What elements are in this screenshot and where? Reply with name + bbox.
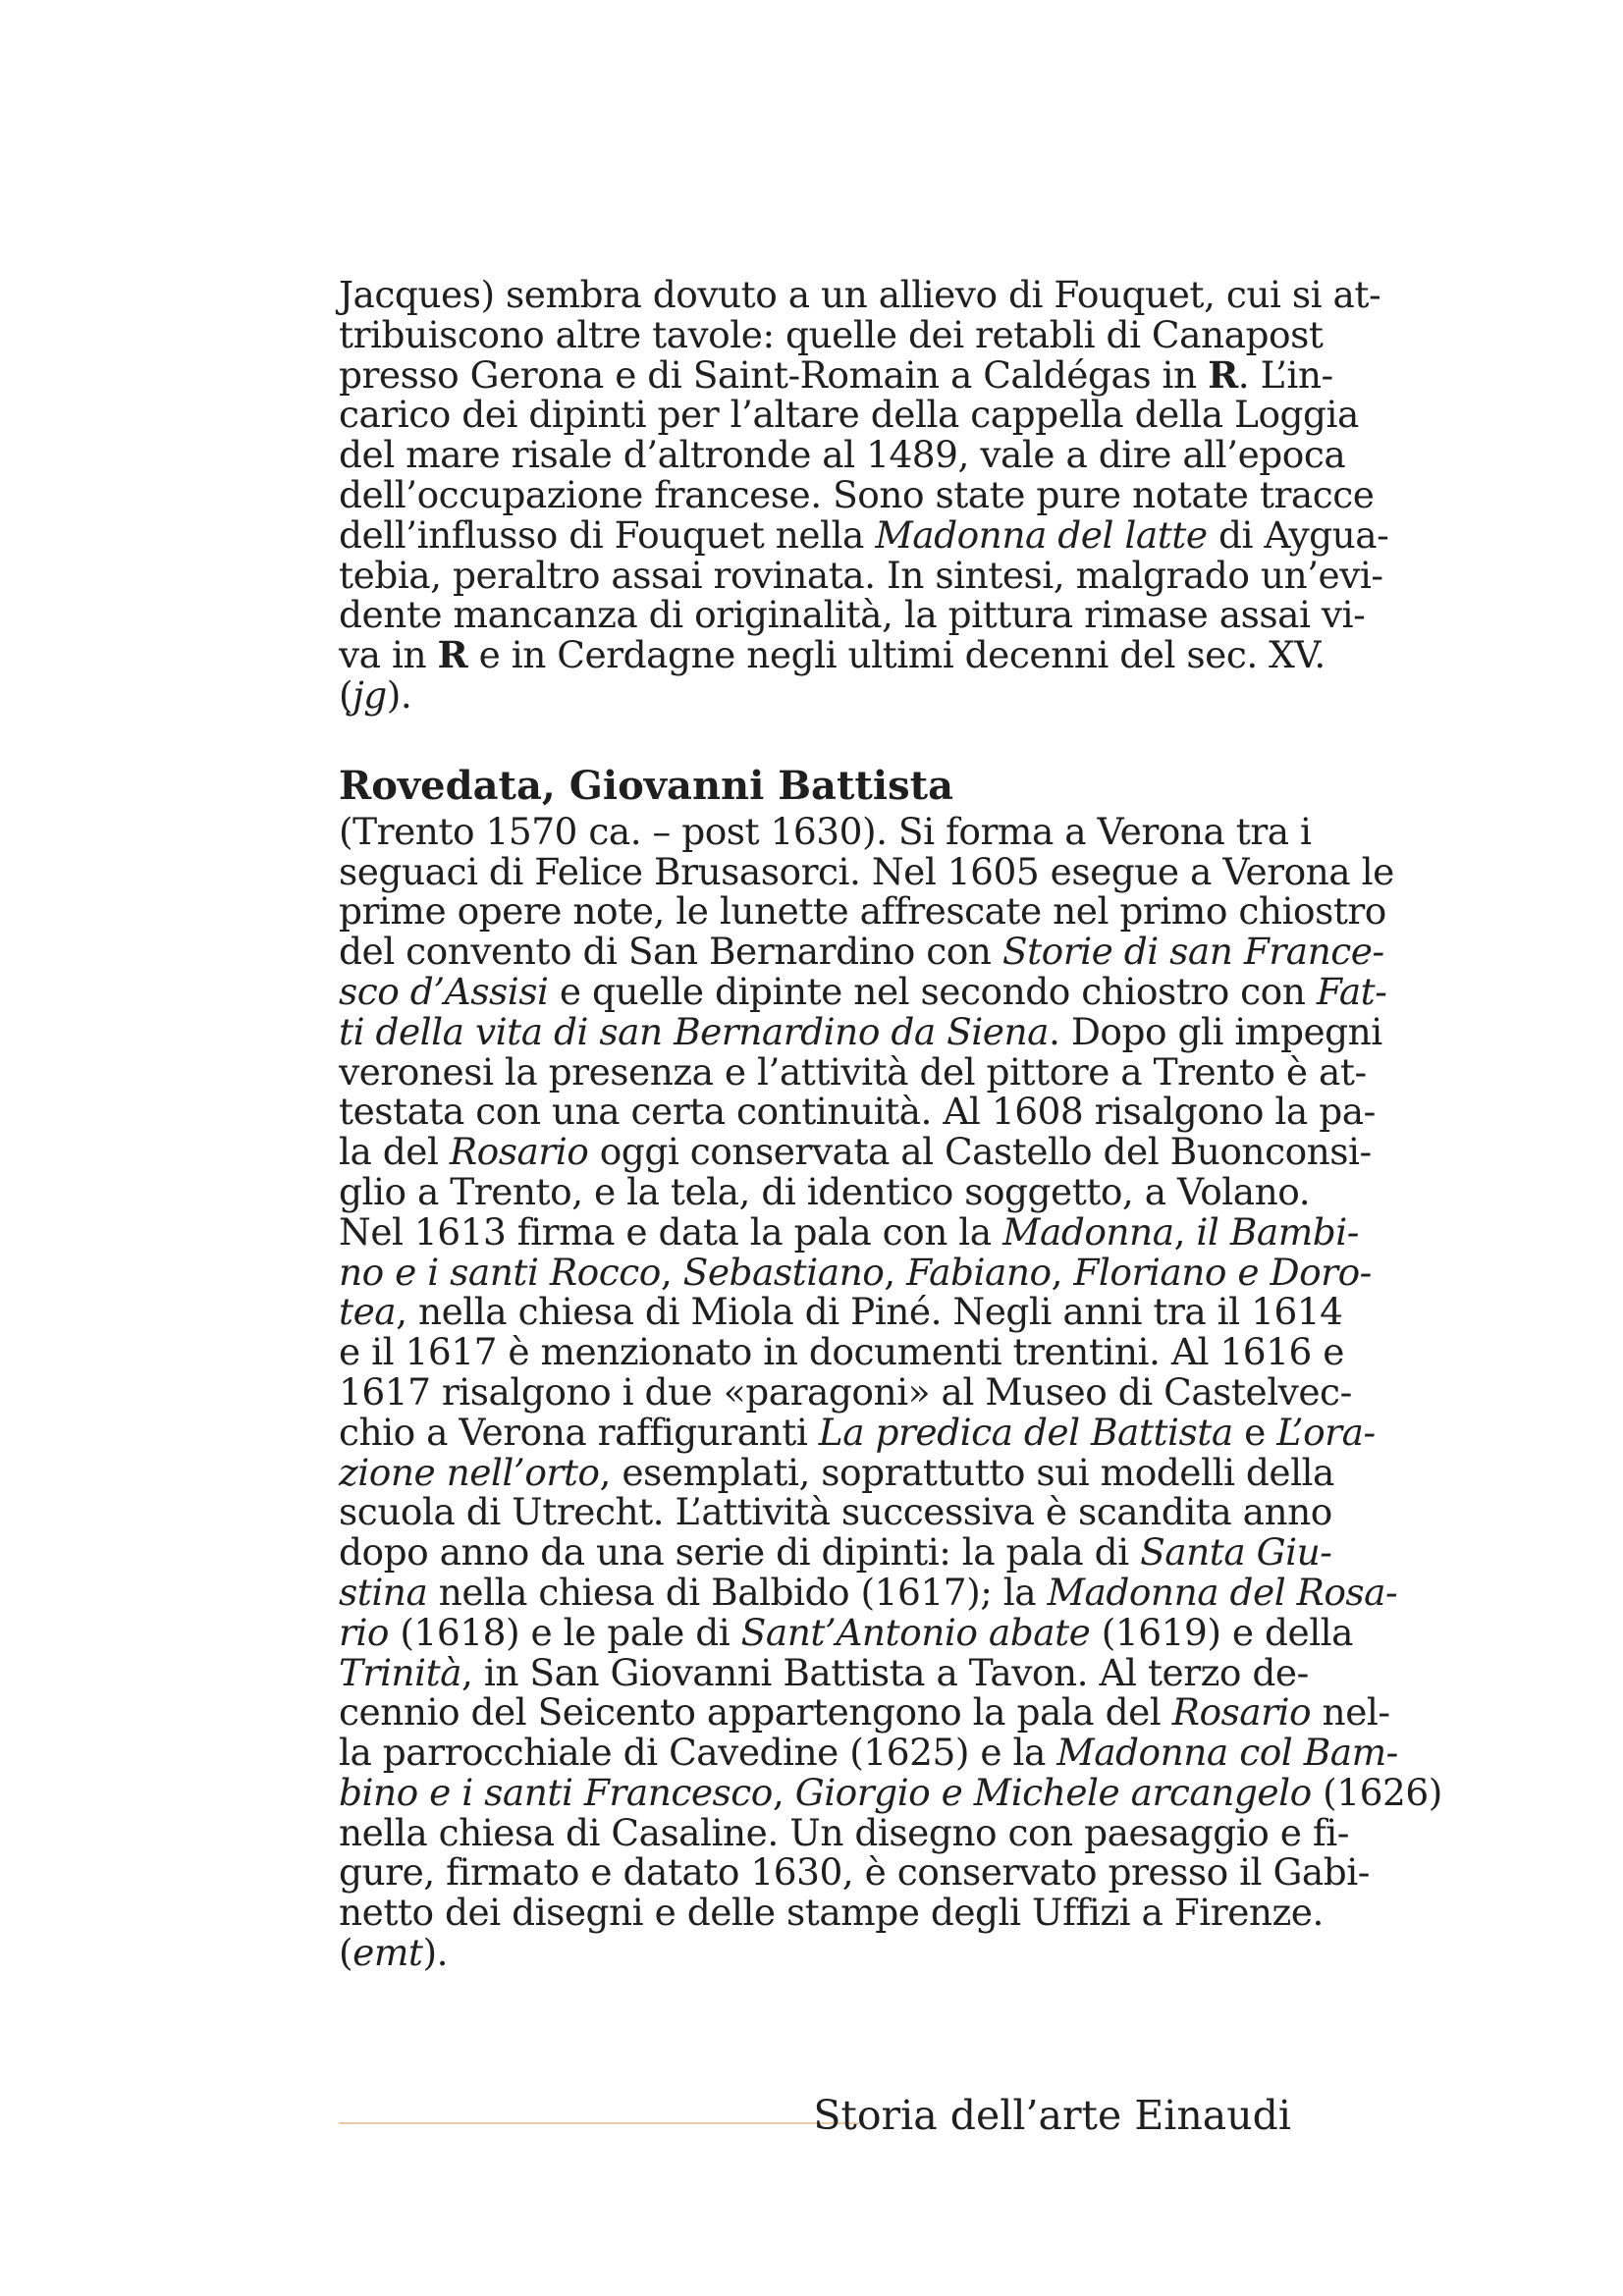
text-segment: dente mancanza di originalità, la pittura rimase assai vi- — [339, 593, 1366, 637]
text-line — [339, 1410, 1376, 1454]
italic-text: Giorgio e Michele arcangelo — [794, 1770, 1312, 1814]
text-segment: ( — [339, 1931, 353, 1975]
italic-text: no e i santi Rocco — [339, 1250, 661, 1294]
text-segment: , — [772, 1770, 795, 1814]
text-line — [339, 1570, 1398, 1614]
text-segment: chio a Verona raffiguranti — [339, 1410, 819, 1454]
italic-text: zione nell’orto — [339, 1450, 600, 1494]
text-segment: prime opere note, le lunette affrescate nel primo chiostro — [339, 889, 1386, 934]
text-segment: tebia, peraltro assai rovinata. In sintesi, malgrado un’evi- — [339, 553, 1383, 597]
text-segment: nel- — [1311, 1690, 1390, 1735]
text-line — [339, 1650, 1309, 1694]
text-line — [339, 352, 1333, 397]
text-segment: del mare risale d’altronde al 1489, vale a dire all’epoca — [339, 433, 1346, 477]
italic-text: Fat- — [1316, 969, 1387, 1013]
italic-text: jg — [352, 672, 387, 717]
italic-text: Sebastiano — [682, 1250, 885, 1294]
text-line — [339, 1169, 1311, 1213]
text-line — [339, 1690, 1390, 1735]
previous-entry-text — [339, 273, 1389, 717]
text-segment: , — [660, 1250, 683, 1294]
text-line — [339, 809, 1312, 853]
italic-text: L’ora- — [1276, 1410, 1376, 1454]
italic-text: Madonna col Bam- — [1056, 1731, 1398, 1775]
text-line — [339, 312, 1324, 356]
text-segment: la del — [339, 1130, 450, 1174]
footer-title: Storia dell’arte Einaudi — [813, 2092, 1291, 2139]
text-segment: (1626) — [1311, 1770, 1442, 1814]
italic-text: rio — [339, 1610, 389, 1654]
text-segment: ). — [386, 672, 412, 717]
text-line — [339, 1290, 1343, 1334]
entry-body-text — [339, 809, 1442, 1975]
italic-text: sco d’Assisi — [339, 969, 549, 1013]
italic-text: Storie di san France- — [1001, 930, 1384, 974]
text-segment: 1617 risalgono i due «paragoni» al Museo di Castelvec- — [339, 1369, 1352, 1414]
text-segment: , nella chiesa di Miola di Piné. Negli anni tra il 1614 — [396, 1290, 1343, 1334]
footer-rule — [339, 2122, 859, 2124]
text-segment: nella chiesa di Balbido (1617); la — [427, 1570, 1048, 1614]
text-line — [339, 1770, 1442, 1814]
text-line — [339, 849, 1394, 893]
text-segment: , — [1173, 1209, 1197, 1254]
text-line — [339, 672, 1291, 717]
text-line — [339, 889, 1386, 934]
text-segment: oggi conservata al Castello del Buonconsi- — [588, 1130, 1372, 1174]
text-line — [339, 593, 1366, 637]
text-line — [339, 1933, 1291, 1973]
italic-text: Rosario — [1171, 1690, 1312, 1735]
text-segment: e quelle dipinte nel secondo chiostro con — [548, 969, 1317, 1013]
text-segment: gure, firmato e datato 1630, è conservato presso il Gabi- — [339, 1850, 1370, 1895]
entry-gap — [339, 716, 1291, 765]
text-segment: Jacques) sembra dovuto a un allievo di Fouquet, cui si at- — [339, 273, 1381, 316]
italic-text: stina — [339, 1570, 428, 1614]
text-segment: . L’in- — [1237, 352, 1333, 397]
text-line — [339, 433, 1346, 477]
italic-text: bino e i santi Francesco — [339, 1770, 773, 1814]
italic-text: Madonna del latte — [875, 512, 1208, 557]
text-line — [339, 1850, 1370, 1895]
bold-text: R — [437, 633, 468, 677]
text-line — [339, 1810, 1349, 1854]
italic-text: Rosario — [449, 1130, 589, 1174]
text-segment: e — [1232, 1410, 1277, 1454]
text-segment: tribuiscono altre tavole: quelle dei retabli di Canapost — [339, 312, 1324, 356]
italic-text: Floriano e Doro- — [1073, 1250, 1372, 1294]
text-line — [339, 1090, 1376, 1134]
text-line — [339, 1369, 1352, 1414]
text-line — [339, 1450, 1334, 1494]
text-segment: dell’influsso di Fouquet nella — [339, 512, 876, 557]
text-segment: scuola di Utrecht. L’attività successiva è scandita anno — [339, 1490, 1332, 1534]
italic-text: ti della vita di san Bernardino da Siena — [339, 1009, 1049, 1053]
text-line — [339, 633, 1325, 677]
italic-text: Trinità — [339, 1650, 462, 1694]
italic-text: La predica del Battista — [818, 1410, 1233, 1454]
text-segment: ). — [422, 1931, 449, 1975]
page-footer — [339, 2091, 1291, 2140]
bold-text: R — [1208, 352, 1238, 397]
text-line — [339, 512, 1389, 557]
italic-text: Madonna — [1002, 1209, 1174, 1254]
text-segment: . Dopo gli impegni — [1049, 1009, 1382, 1053]
italic-text: Madonna del Rosa- — [1047, 1570, 1398, 1614]
text-segment: e in Cerdagne negli ultimi decenni del sec. XV. — [467, 633, 1325, 677]
document-page — [339, 273, 1442, 1975]
text-segment: veronesi la presenza e l’attività del pittore a Trento è at- — [339, 1049, 1367, 1094]
text-line — [339, 969, 1387, 1013]
text-segment: nella chiesa di Casaline. Un disegno con paesaggio e fi- — [339, 1810, 1349, 1854]
text-segment: del convento di San Bernardino con — [339, 930, 1002, 974]
text-segment: carico dei dipinti per l’altare della cappella della Loggia — [339, 393, 1359, 437]
text-segment: , esemplati, soprattutto sui modelli della — [599, 1450, 1334, 1494]
text-segment: glio a Trento, e la tela, di identico soggetto, a Volano. — [339, 1169, 1311, 1213]
italic-text: tea — [339, 1290, 397, 1334]
text-line — [339, 273, 1381, 316]
text-line — [339, 1330, 1344, 1374]
text-line — [339, 1049, 1367, 1094]
text-segment: va in — [339, 633, 438, 677]
text-segment: (Trento 1570 ca. – post 1630). Si forma a Verona tra i — [339, 809, 1312, 853]
text-segment: cennio del Seicento appartengono la pala del — [339, 1690, 1172, 1735]
text-segment: testata con una certa continuità. Al 1608 risalgono la pa- — [339, 1090, 1376, 1134]
text-line — [339, 1490, 1332, 1534]
text-segment: seguaci di Felice Brusasorci. Nel 1605 esegue a Verona le — [339, 849, 1394, 893]
text-line — [339, 1891, 1324, 1935]
italic-text: Fabiano — [906, 1250, 1052, 1294]
text-line — [339, 1731, 1398, 1775]
text-line — [339, 553, 1383, 597]
text-segment: presso Gerona e di Saint-Romain a Caldégas in — [339, 352, 1209, 397]
text-line — [339, 393, 1359, 437]
text-segment: di Ayguа- — [1207, 512, 1389, 557]
text-segment: , — [1051, 1250, 1074, 1294]
text-line — [339, 1530, 1332, 1575]
text-segment: (1619) e della — [1090, 1610, 1354, 1654]
text-segment: Nel 1613 firma e data la pala con la — [339, 1209, 1003, 1254]
text-line — [339, 472, 1375, 516]
italic-text: il Bambi- — [1196, 1209, 1359, 1254]
text-segment: (1618) e le pale di — [389, 1610, 741, 1654]
text-segment: e il 1617 è menzionato in documenti trentini. Al 1616 e — [339, 1330, 1344, 1374]
text-segment: la parrocchiale di Cavedine (1625) e la — [339, 1731, 1057, 1775]
entry-heading: Rovedata, Giovanni Battista — [339, 762, 954, 809]
text-line — [339, 1009, 1382, 1053]
text-segment: dell’occupazione francese. Sono state pure notate tracce — [339, 472, 1375, 516]
text-line — [339, 1209, 1359, 1254]
text-segment: , in San Giovanni Battista a Tavon. Al terzo de- — [461, 1650, 1309, 1694]
text-line — [339, 1130, 1372, 1174]
italic-text: Santa Giu- — [1140, 1530, 1332, 1575]
text-segment: ( — [339, 672, 353, 717]
italic-text: emt — [352, 1931, 423, 1975]
italic-text: Sant’Antonio abate — [740, 1610, 1091, 1654]
text-line — [339, 1250, 1372, 1294]
text-line — [339, 930, 1384, 974]
text-line — [339, 1610, 1354, 1654]
text-segment: netto dei disegni e delle stampe degli Uffizi a Firenze. — [339, 1891, 1324, 1935]
text-segment: , — [884, 1250, 907, 1294]
text-segment: dopo anno da una serie di dipinti: la pala di — [339, 1530, 1141, 1575]
